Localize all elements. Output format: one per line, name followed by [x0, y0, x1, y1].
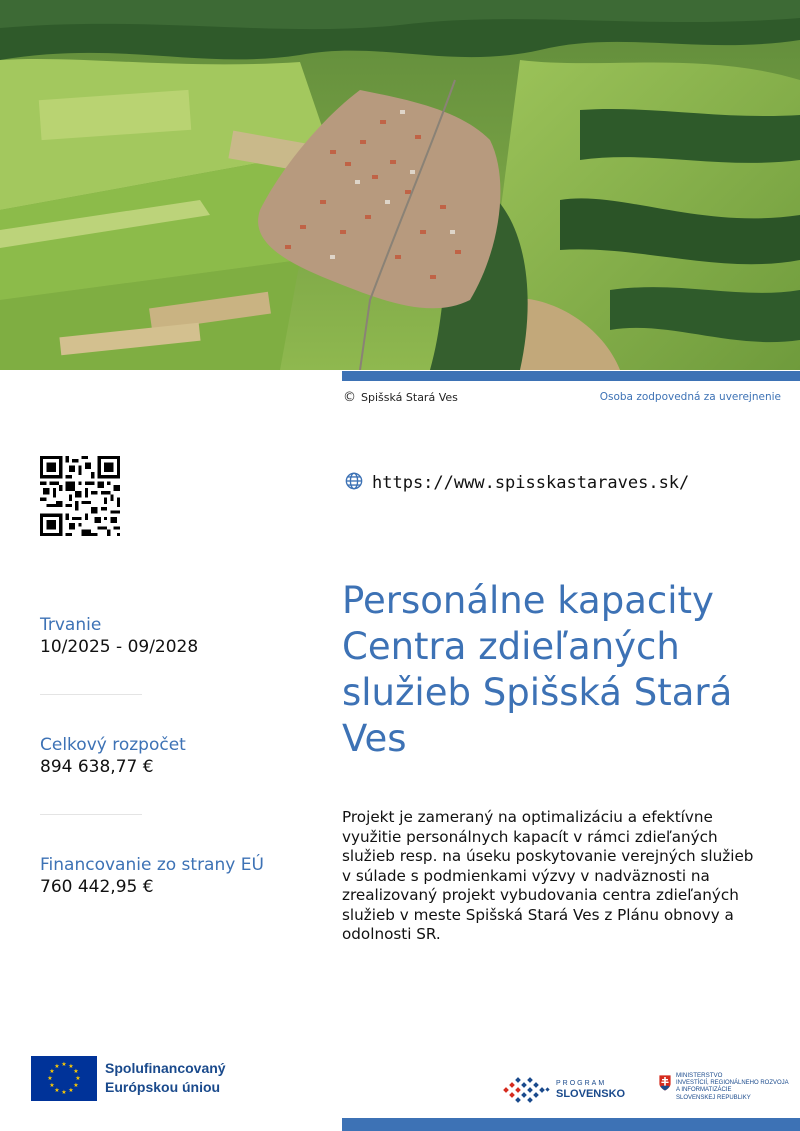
program-slovensko-logo-icon	[502, 1075, 552, 1105]
svg-text:★: ★	[61, 1061, 67, 1068]
copyright-icon: ©	[343, 390, 356, 405]
photo-credit-text: Spišská Stará Ves	[361, 391, 458, 404]
svg-text:★: ★	[61, 1089, 67, 1096]
eu-flag-icon	[31, 1056, 97, 1101]
eu-funding-block	[40, 854, 320, 898]
svg-text:★: ★	[68, 1087, 74, 1094]
program-slovensko-text	[556, 1079, 625, 1101]
project-title: Personálne kapacity Centra zdieľaných služieb Spišská Stará Ves	[342, 579, 733, 760]
qr-code-icon	[40, 456, 120, 536]
program-label: PROGRAM	[556, 1080, 607, 1087]
svg-text:★: ★	[73, 1082, 79, 1089]
ministry-line-2: INVESTÍCIÍ, REGIONÁLNEHO ROZVOJA	[676, 1079, 789, 1086]
slovak-crest-icon	[658, 1074, 672, 1092]
eu-funding-value: 760 442,95 €	[40, 877, 154, 897]
svg-text:★: ★	[75, 1075, 81, 1082]
accent-bar-bottom	[342, 1118, 800, 1131]
budget-block	[40, 734, 320, 778]
globe-icon	[345, 472, 363, 494]
ministry-text	[676, 1072, 796, 1102]
responsible-person-link[interactable]: Osoba zodpovedná za uverejnenie	[599, 391, 781, 403]
photo-credit	[343, 390, 458, 405]
project-description: Projekt je zameraný na optimalizáciu a efektívne využitie personálnych kapacít v rámci zdieľaných služieb resp. na úseku poskytovanie verejných služieb v súlade s podmienkami výzvy v nadväznosti na zrealizovaný projekt vybudovania centra zdieľaných služieb v meste Spišská Stará Ves z Plánu obnovy a odolnosti SR.	[342, 808, 754, 943]
accent-bar-top	[342, 371, 800, 381]
slovensko-label: SLOVENSKO	[556, 1088, 626, 1100]
hero-aerial-photo	[0, 0, 800, 370]
ministry-line-4: SLOVENSKEJ REPUBLIKY	[676, 1094, 751, 1101]
ministry-line-3: A INFORMATIZÁCIE	[676, 1087, 732, 1093]
eu-line-1: Spolufinancovaný	[105, 1060, 226, 1076]
svg-text:★: ★	[49, 1068, 55, 1075]
website-link[interactable]	[345, 472, 689, 494]
svg-text:★: ★	[68, 1063, 74, 1070]
duration-block	[40, 614, 320, 658]
budget-value: 894 638,77 €	[40, 757, 154, 777]
website-url[interactable]: https://www.spisskastaraves.sk/	[372, 473, 690, 493]
ministry-line-1: MINISTERSTVO	[676, 1072, 723, 1079]
divider	[40, 814, 142, 815]
eu-cofinanced-text	[105, 1059, 226, 1097]
budget-label: Celkový rozpočet	[40, 735, 186, 755]
svg-text:★: ★	[54, 1063, 60, 1070]
svg-text:★: ★	[73, 1068, 79, 1075]
svg-text:★: ★	[49, 1082, 55, 1089]
svg-text:★: ★	[54, 1087, 60, 1094]
duration-label: Trvanie	[40, 615, 102, 635]
svg-text:★: ★	[47, 1075, 53, 1082]
eu-line-2: Európskou úniou	[105, 1079, 221, 1095]
duration-value: 10/2025 - 09/2028	[40, 637, 199, 657]
divider	[40, 694, 142, 695]
eu-funding-label: Financovanie zo strany EÚ	[40, 855, 264, 875]
